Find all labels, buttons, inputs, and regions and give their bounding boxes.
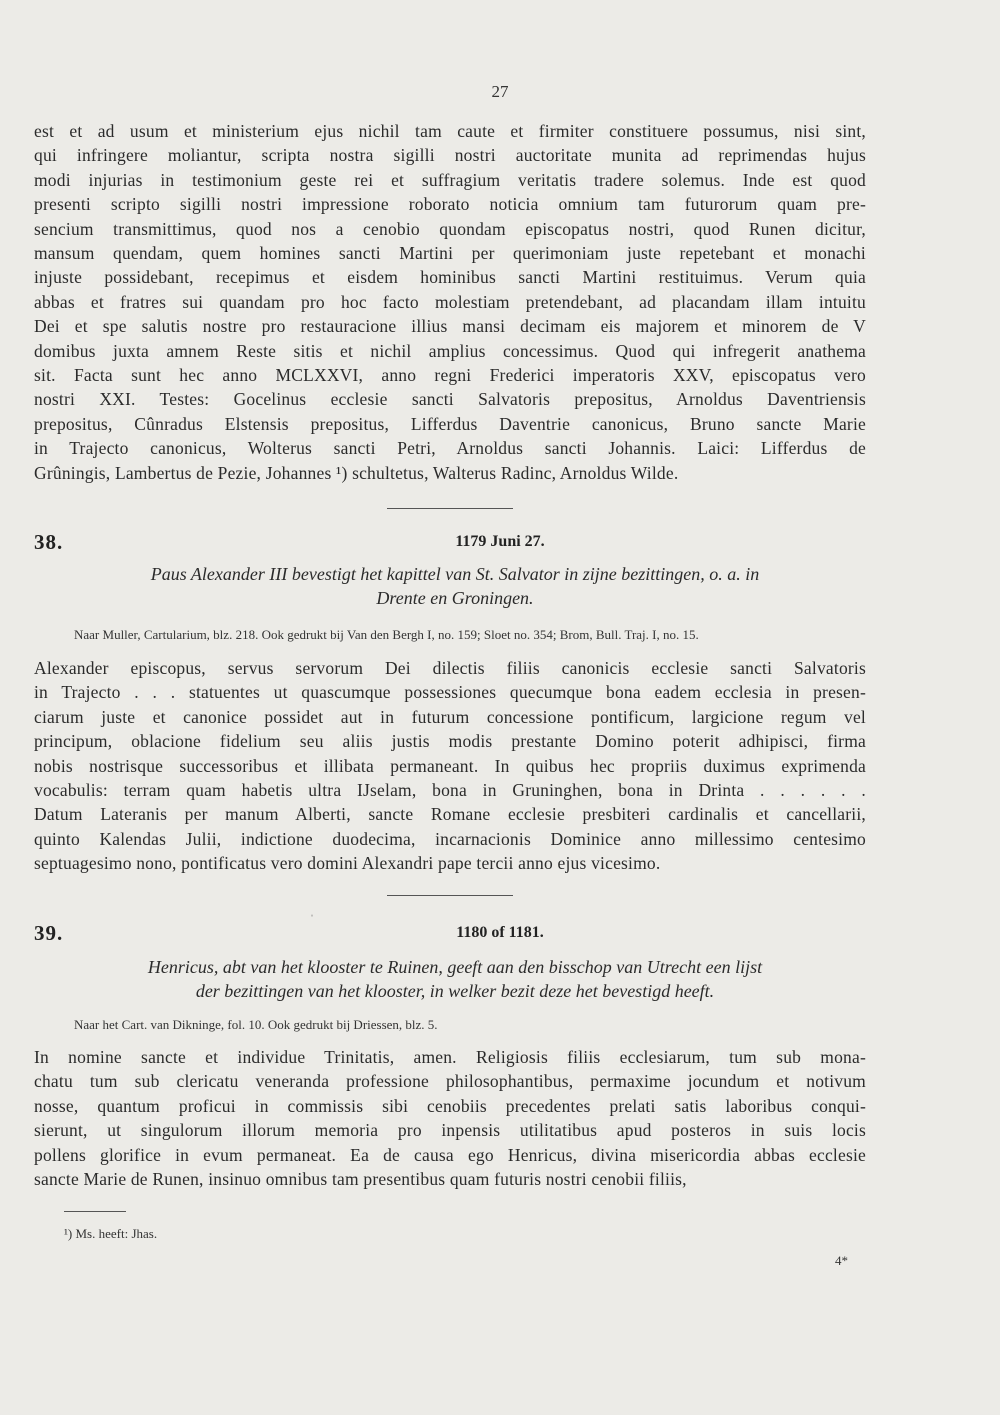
text-line: sancte Marie de Runen, insinuo omnibus tam presentibus quam futuris nostri cenobii filiis, bbox=[34, 1169, 687, 1190]
summary-line: Henricus, abt van het klooster te Ruinen, geeft aan den bisschop van Utrecht een lijst bbox=[147, 957, 763, 977]
text-line: sierunt, ut singulorum illorum memoria pro inpensis utilitatibus apud posteros in suis locis bbox=[34, 1120, 866, 1141]
section-summary bbox=[60, 562, 850, 610]
text-line: injuste possidebant, recepimus et eisdem hominibus sancti Martini restituimus. Verum quia bbox=[34, 267, 866, 288]
charter-text-38 bbox=[34, 656, 866, 876]
charter-text-39 bbox=[34, 1045, 866, 1191]
source-note: Naar het Cart. van Dikninge, fol. 10. Ook gedrukt bij Driessen, blz. 5. bbox=[74, 1017, 438, 1032]
text-line: Datum Lateranis per manum Alberti, sancte Romane ecclesie presbiteri cardinalis et cancellarii, bbox=[34, 804, 866, 825]
charter-text-37 bbox=[34, 119, 866, 485]
text-line: abbas et fratres sui quandam pro hoc facto molestiam pretendebant, ad placandam illam intuitu bbox=[34, 291, 866, 312]
text-line: modi injurias in testimonium geste rei et suffragium veritatis tradere solemus. Inde est quod bbox=[34, 169, 866, 190]
text-line: presenti scripto sigilli nostri impressione roborato noticia omnium tam futurorum quam pre- bbox=[34, 194, 866, 215]
text-line: nobis nostrisque successoribus et illibata permaneant. In quibus hec propriis duximus exprimenda bbox=[34, 755, 866, 776]
text-line: In nomine sancte et individue Trinitatis, amen. Religiosis filiis ecclesiarum, tum sub mona- bbox=[34, 1047, 866, 1067]
text-line: in Trajecto . . . statuentes ut quascumque possessiones quecumque bona eadem ecclesia in presen- bbox=[34, 682, 866, 703]
text-line: Dei et spe salutis nostre pro restauracione illius mansi decimam eis majorem et minorem de V bbox=[34, 316, 866, 337]
section-date: 1180 of 1181. bbox=[456, 924, 544, 941]
section-summary bbox=[60, 955, 850, 1003]
summary-line: Drente en Groningen. bbox=[376, 588, 534, 608]
section-divider bbox=[387, 895, 513, 896]
text-line: ciarum juste et canonice possidet aut in futurum concessione pontificum, largicione regum vel bbox=[34, 706, 866, 727]
footnote-rule bbox=[64, 1211, 126, 1212]
section-number: 38. bbox=[34, 530, 64, 554]
section-date: 1179 Juni 27. bbox=[455, 533, 545, 550]
text-line: pollens glorifice in evum permaneat. Ea de causa ego Henricus, divina misericordia abbas ecclesie bbox=[34, 1144, 866, 1165]
text-line: nosse, quantum proficui in commissis sibi cenobiis precedentes prelati satis laboribus conqui- bbox=[34, 1095, 866, 1116]
summary-line: der bezittingen van het klooster, in welker bezit deze het bevestigd heeft. bbox=[195, 981, 715, 1001]
text-line: vocabulis: terram quam habetis ultra IJselam, bona in Gruninghen, bona in Drinta . . . . . . bbox=[34, 780, 866, 801]
text-line: chatu tum sub clericatu veneranda professione philosophantibus, permaxime jocundum et notivum bbox=[34, 1071, 866, 1092]
text-line: principum, oblacione fidelium seu aliis justis modis prestante Domino poterit adhipisci, firma bbox=[34, 731, 866, 752]
text-line: sit. Facta sunt hec anno MCLXXVI, anno regni Frederici imperatoris XXV, episcopatus vero bbox=[34, 365, 866, 386]
text-line: Alexander episcopus, servus servorum Dei dilectis filiis canonicis ecclesie sancti Salvatoris bbox=[34, 658, 866, 678]
text-line: sencium transmittimus, quod nos a cenobio quondam episcopatus nostri, quod Runen dicitur, bbox=[34, 218, 866, 239]
section-number: 39. bbox=[34, 921, 64, 945]
text-line: septuagesimo nono, pontificatus vero domini Alexandri pape tercii anno ejus vicesimo. bbox=[34, 853, 661, 874]
text-line: est et ad usum et ministerium ejus nichil tam caute et firmiter constituere possumus, nisi sint, bbox=[34, 121, 866, 141]
text-line: prepositus, Cûnradus Elstensis prepositus, Lifferdus Daventrie canonicus, Bruno sancte Marie bbox=[34, 413, 866, 434]
source-note: Naar Muller, Cartularium, blz. 218. Ook gedrukt bij Van den Bergh I, no. 159; Sloet no. 354; Brom, Bull. Traj. I, no. 15. bbox=[74, 627, 699, 642]
section-divider bbox=[387, 508, 513, 509]
text-line: qui infringere moliantur, scripta nostra sigilli nostri auctoritate munita ad reprimendas hujus bbox=[34, 145, 866, 166]
signature-mark: 4* bbox=[835, 1253, 848, 1268]
summary-line: Paus Alexander III bevestigt het kapittel van St. Salvator in zijne bezittingen, o. a. in bbox=[150, 564, 760, 584]
text-line: in Trajecto canonicus, Wolterus sancti Petri, Arnoldus sancti Johannis. Laici: Lifferdus de bbox=[34, 438, 866, 459]
text-line: Grûningis, Lambertus de Pezie, Johannes ¹) schultetus, Walterus Radinc, Arnoldus Wilde. bbox=[34, 462, 679, 483]
ink-speck: ˈ bbox=[310, 912, 314, 926]
text-line: quinto Kalendas Julii, indictione duodecima, incarnacionis Dominice anno millessimo centesimo bbox=[34, 828, 866, 849]
text-line: nostri XXI. Testes: Gocelinus ecclesie sancti Salvatoris prepositus, Arnoldus Daventriensis bbox=[34, 389, 866, 410]
footnote: ¹) Ms. heeft: Jhas. bbox=[64, 1226, 158, 1241]
text-line: domibus juxta amnem Reste sitis et nichil amplius concessimus. Quod qui infregerit anathema bbox=[34, 340, 866, 361]
text-line: mansum quendam, quem homines sancti Martini per querimoniam juste repetebant et monachi bbox=[34, 243, 866, 264]
page-number: 27 bbox=[491, 82, 509, 101]
